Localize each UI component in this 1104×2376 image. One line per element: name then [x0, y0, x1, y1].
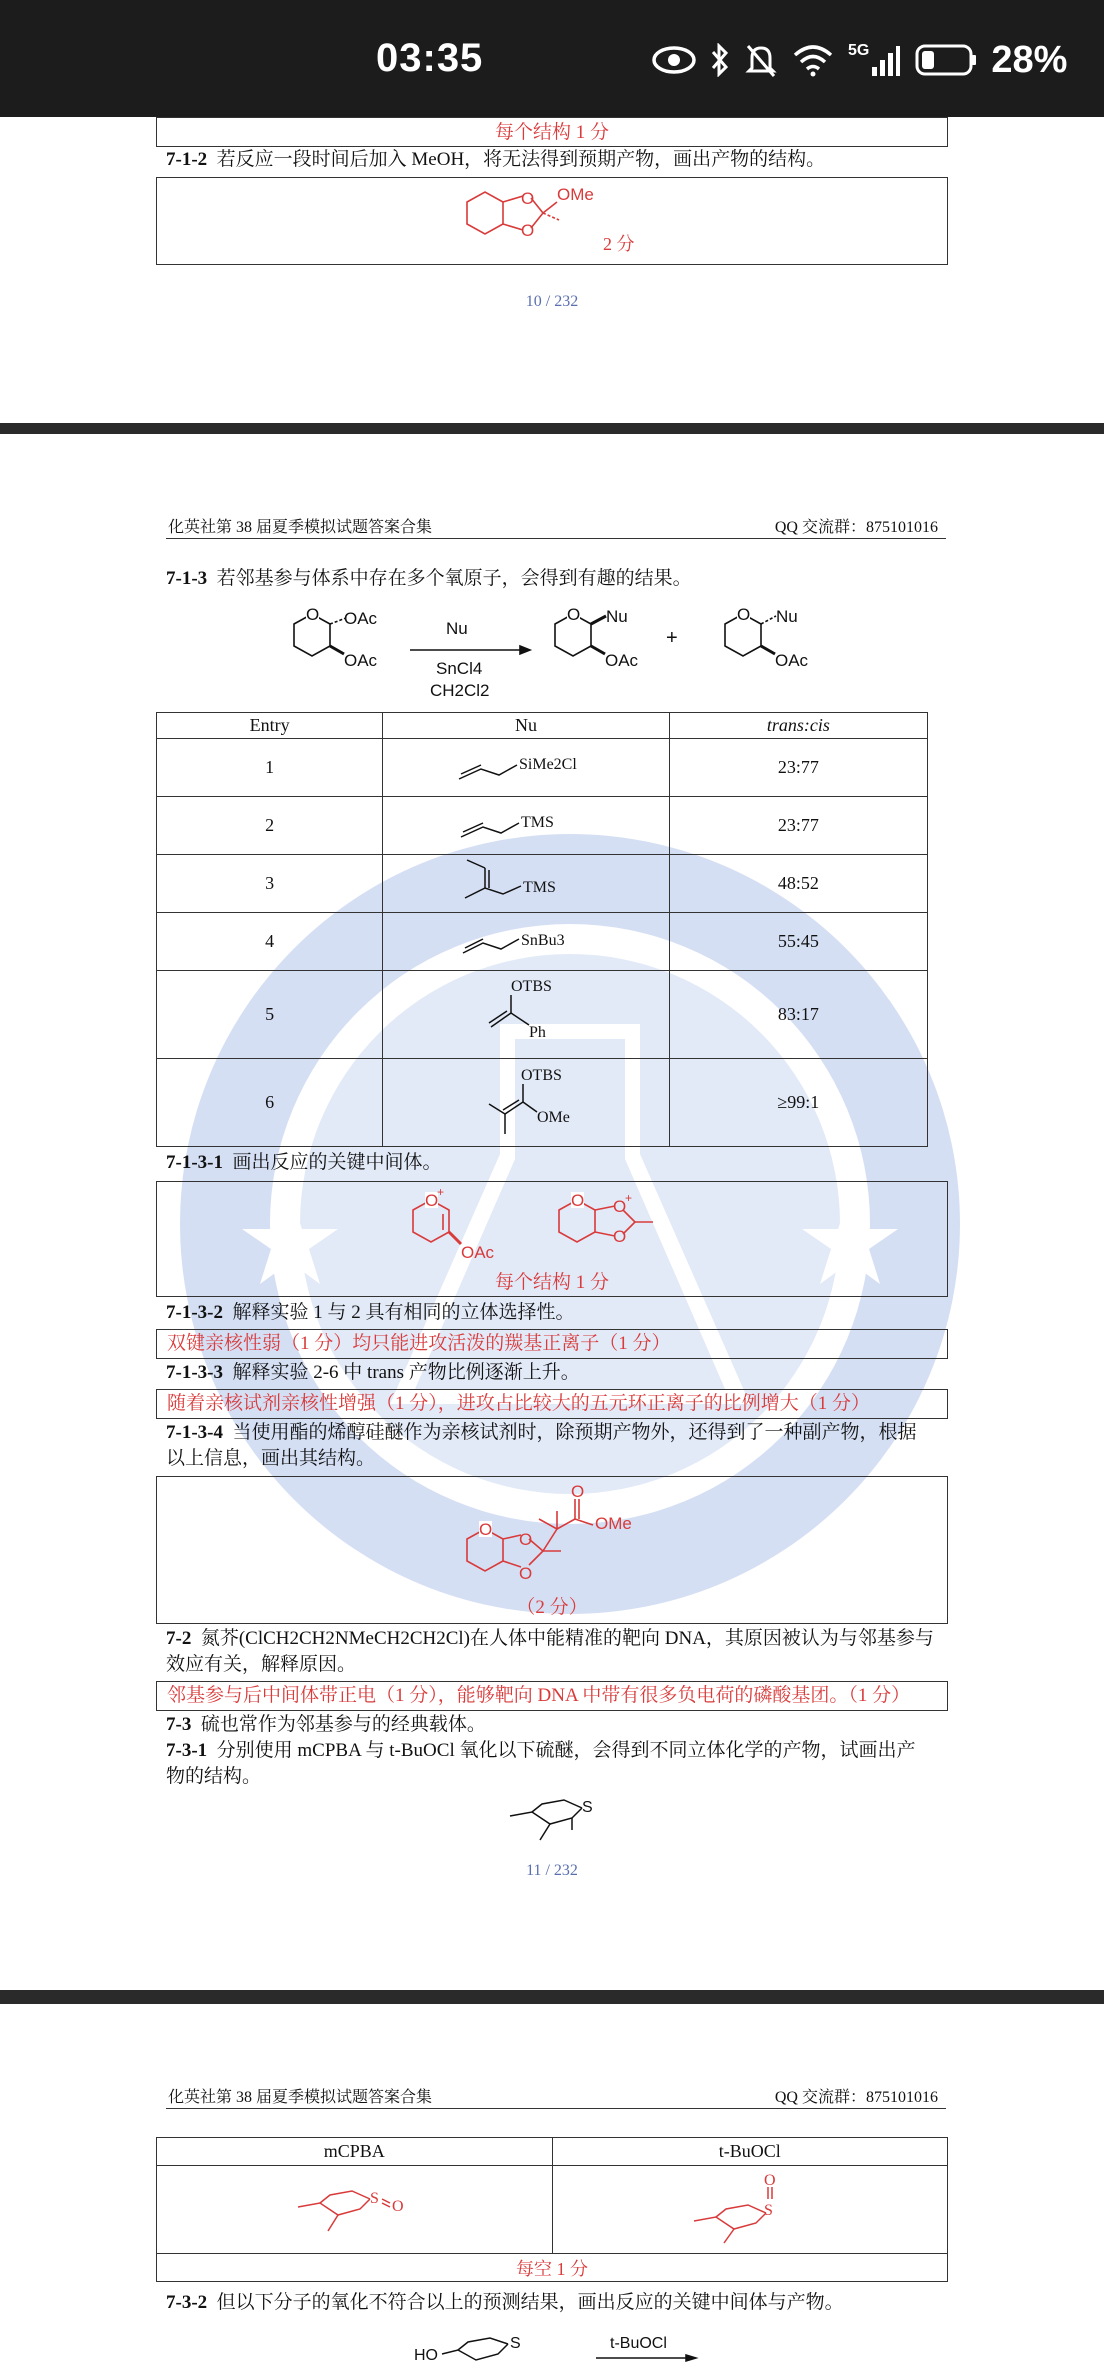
oac-label: OAc	[344, 609, 378, 628]
svg-text:+: +	[625, 1191, 633, 1205]
oac-label: OAc	[461, 1243, 495, 1262]
results-table	[156, 712, 928, 1147]
nu-label: Nu	[606, 607, 628, 626]
tbuocl-product-cell	[552, 2166, 948, 2254]
score-note: 每空 1 分	[157, 2254, 948, 2282]
oac-label: OAc	[605, 651, 639, 670]
oxidation-answer-table	[156, 2137, 948, 2282]
sulfur-label: S	[582, 1799, 593, 1816]
bluetooth-icon	[710, 43, 730, 77]
nu-cell	[383, 913, 669, 971]
question-number: 7-3	[166, 1714, 192, 1735]
score-note: 2 分	[603, 234, 635, 254]
svg-text:S: S	[370, 2190, 380, 2207]
nu-cell	[383, 1059, 669, 1147]
reaction-scheme-713	[280, 594, 840, 704]
nu-group-label: TMS	[521, 814, 554, 831]
oac-label: OAc	[775, 651, 809, 670]
reagent-label: t-BuOCl	[610, 2335, 667, 2352]
ratio-cell: 23:77	[669, 797, 927, 855]
allyl-stannane-structure	[451, 919, 601, 959]
question-number: 7-1-3-1	[166, 1152, 223, 1173]
header-trans-cis: trans:cis	[669, 713, 927, 739]
entry-cell: 6	[157, 1059, 383, 1147]
question-number: 7-1-2	[166, 149, 208, 170]
side-product-structure	[457, 1483, 717, 1593]
table-row	[157, 971, 928, 1059]
question-7133	[166, 1360, 580, 1386]
eye-icon	[652, 45, 696, 75]
entry-cell: 3	[157, 855, 383, 913]
ratio-cell: 48:52	[669, 855, 927, 913]
answer-box-7131	[156, 1181, 948, 1297]
allyl-tms-structure	[451, 803, 601, 843]
question-text: 解释实验 1 与 2 具有相同的立体选择性。	[232, 1302, 575, 1323]
header-nu: Nu	[383, 713, 669, 739]
svg-text:O: O	[763, 2172, 776, 2189]
page-number: 11 / 232	[526, 1862, 578, 1879]
question-72	[166, 1626, 934, 1652]
question-text: 解释实验 2-6 中 trans 产物比例逐渐上升。	[232, 1362, 580, 1383]
svg-text:O: O	[392, 2198, 404, 2215]
svg-text:O: O	[521, 221, 535, 240]
table-row	[157, 913, 928, 971]
allyl-silane-structure	[451, 745, 601, 785]
nu-group-label: SiMe2Cl	[519, 756, 577, 773]
ratio-cell: 23:77	[669, 739, 927, 797]
ho-label: HO	[414, 2347, 438, 2364]
entry-cell: 4	[157, 913, 383, 971]
svg-text:Ph: Ph	[529, 1024, 546, 1041]
svg-text:O: O	[519, 1564, 533, 1583]
question-number: 7-2	[166, 1628, 192, 1649]
question-text: 若反应一段时间后加入 MeOH，将无法得到预期产物，画出产物的结构。	[216, 149, 826, 170]
svg-text:O: O	[571, 1483, 585, 1501]
table-row	[157, 855, 928, 913]
svg-text:O: O	[737, 605, 751, 624]
pdf-page-11	[0, 434, 1104, 1990]
sulfoxide-equatorial-structure	[294, 2179, 414, 2235]
svg-text:O: O	[613, 1227, 627, 1246]
question-7132	[166, 1300, 575, 1326]
page-number: 10 / 232	[525, 293, 579, 310]
battery-icon	[915, 43, 977, 77]
nu-cell	[383, 971, 669, 1059]
status-icons	[652, 40, 1067, 80]
score-note: 每个结构 1 分	[494, 1272, 609, 1293]
question-text: 若邻基参与体系中存在多个氧原子，会得到有趣的结果。	[216, 568, 692, 589]
question-text: 分别使用 mCPBA 与 t-BuOCl 氧化以下硫醚，会得到不同立体化学的产物，试画出产	[216, 1740, 916, 1761]
svg-text:O: O	[306, 605, 320, 624]
reaction-scheme-732	[410, 2322, 700, 2372]
sulfoxide-axial-structure	[690, 2169, 810, 2245]
svg-text:O: O	[613, 1197, 627, 1216]
status-bar	[0, 0, 1104, 117]
header-qq-group: QQ 交流群：875101016	[774, 519, 938, 536]
question-712	[166, 147, 825, 173]
entry-cell: 2	[157, 797, 383, 855]
question-text-cont: 物的结构。	[166, 1766, 262, 1787]
svg-text:S: S	[763, 2202, 773, 2219]
answer-box-7133	[156, 1389, 948, 1419]
nu-group-label: TMS	[523, 879, 556, 896]
ratio-cell: 55:45	[669, 913, 927, 971]
acetal-structure-712	[457, 180, 777, 262]
header-title: 化英社第 38 届夏季模拟试题答案合集	[168, 2089, 433, 2106]
battery-percent: 28%	[991, 38, 1068, 81]
answer-box-72	[156, 1681, 948, 1711]
nu-cell	[383, 855, 669, 913]
score-note: 每个结构 1 分	[494, 122, 609, 143]
mute-bell-icon	[744, 42, 778, 78]
answer-box-7132	[156, 1329, 948, 1359]
ome-label: OMe	[595, 1514, 632, 1533]
clock: 03:35	[376, 36, 484, 80]
svg-text:O: O	[521, 189, 535, 208]
table-row	[157, 739, 928, 797]
reagent-nu: Nu	[446, 619, 468, 638]
table-row	[157, 2166, 948, 2254]
answer-box-712	[156, 177, 948, 265]
question-text: 当使用酯的烯醇硅醚作为亲核试剂时，除预期产物外，还得到了一种副产物，根据	[232, 1422, 917, 1443]
signal-icon	[871, 43, 901, 77]
header-entry: Entry	[157, 713, 383, 739]
question-7131	[166, 1150, 442, 1176]
sulfur-label: S	[510, 2335, 521, 2352]
svg-text:OTBS: OTBS	[521, 1067, 562, 1084]
methallyl-tms-structure	[451, 858, 601, 904]
entry-cell: 1	[157, 739, 383, 797]
svg-text:OMe: OMe	[537, 1109, 570, 1126]
oac-label: OAc	[344, 651, 378, 670]
question-number: 7-3-2	[166, 2292, 208, 2313]
svg-text:O: O	[519, 1530, 533, 1549]
question-732	[166, 2290, 844, 2316]
ratio-cell: ≥99:1	[669, 1059, 927, 1147]
question-text: 但以下分子的氧化不符合以上的预测结果，画出反应的关键中间体与产物。	[216, 2292, 844, 2313]
header-tbuocl: t-BuOCl	[552, 2138, 948, 2166]
nu-cell	[383, 797, 669, 855]
score-note: （2 分）	[516, 1597, 588, 1618]
question-text: 硫也常作为邻基参与的经典载体。	[200, 1714, 486, 1735]
question-73	[166, 1712, 486, 1738]
header-qq-group: QQ 交流群：875101016	[774, 2089, 938, 2106]
answer-text: 双键亲核性弱（1 分）均只能进攻活泼的羰基正离子（1 分）	[167, 1333, 671, 1354]
table-header-row	[157, 713, 928, 739]
thiane-structure	[506, 1796, 606, 1856]
answer-text: 随着亲核试剂亲核性增强（1 分），进攻占比较大的五元环正离子的比例增大（1 分）	[167, 1393, 871, 1414]
pdf-page-10	[0, 117, 1104, 423]
svg-text:O: O	[571, 1191, 585, 1210]
svg-text:O: O	[479, 1520, 493, 1539]
nu-group-label: SnBu3	[521, 932, 565, 949]
plus-sign: +	[666, 627, 678, 649]
table-row	[157, 1059, 928, 1147]
entry-cell: 5	[157, 971, 383, 1059]
question-text-cont: 以上信息，画出其结构。	[166, 1448, 376, 1469]
question-text: 画出反应的关键中间体。	[232, 1152, 442, 1173]
wifi-icon	[792, 43, 834, 77]
answer-text: 邻基参与后中间体带正电（1 分），能够靶向 DNA 中带有很多负电荷的磷酸基团。（1 分）	[167, 1685, 911, 1706]
solvent: CH2Cl2	[430, 681, 490, 700]
svg-text:O: O	[425, 1191, 439, 1210]
mcpba-product-cell	[157, 2166, 553, 2254]
pdf-page-12	[0, 2004, 1104, 2376]
answer-box-711	[156, 117, 948, 147]
ratio-cell: 83:17	[669, 971, 927, 1059]
question-number: 7-1-3	[166, 568, 208, 589]
table-row	[157, 797, 928, 855]
question-731	[166, 1738, 915, 1764]
lewis-acid: SnCl4	[436, 659, 483, 678]
question-713	[166, 566, 692, 592]
table-row	[157, 2254, 948, 2282]
intermediates-7131	[397, 1184, 717, 1270]
table-header-row	[157, 2138, 948, 2166]
question-number: 7-1-3-4	[166, 1422, 223, 1443]
ome-label: OMe	[557, 185, 594, 204]
question-number: 7-1-3-3	[166, 1362, 223, 1383]
question-number: 7-3-1	[166, 1740, 208, 1761]
nu-label: Nu	[776, 607, 798, 626]
network-type: 5G	[848, 42, 870, 59]
svg-text:+: +	[437, 1185, 445, 1199]
page-header	[166, 2084, 946, 2109]
question-text: 氮芥(ClCH2CH2NMeCH2CH2Cl)在人体中能精准的靶向 DNA，其原因被认为与邻基参与	[200, 1628, 934, 1649]
svg-text:O: O	[567, 605, 581, 624]
nu-cell	[383, 739, 669, 797]
header-mcpba: mCPBA	[157, 2138, 553, 2166]
header-title: 化英社第 38 届夏季模拟试题答案合集	[168, 519, 433, 536]
question-number: 7-1-3-2	[166, 1302, 223, 1323]
question-text-cont: 效应有关，解释原因。	[166, 1654, 357, 1675]
silyl-enol-ether-ph-structure	[451, 973, 601, 1051]
answer-box-7134	[156, 1476, 948, 1624]
page-header	[166, 514, 946, 539]
svg-text:OTBS: OTBS	[511, 978, 552, 995]
question-7134	[166, 1420, 917, 1446]
ketene-silyl-acetal-structure	[451, 1060, 601, 1140]
